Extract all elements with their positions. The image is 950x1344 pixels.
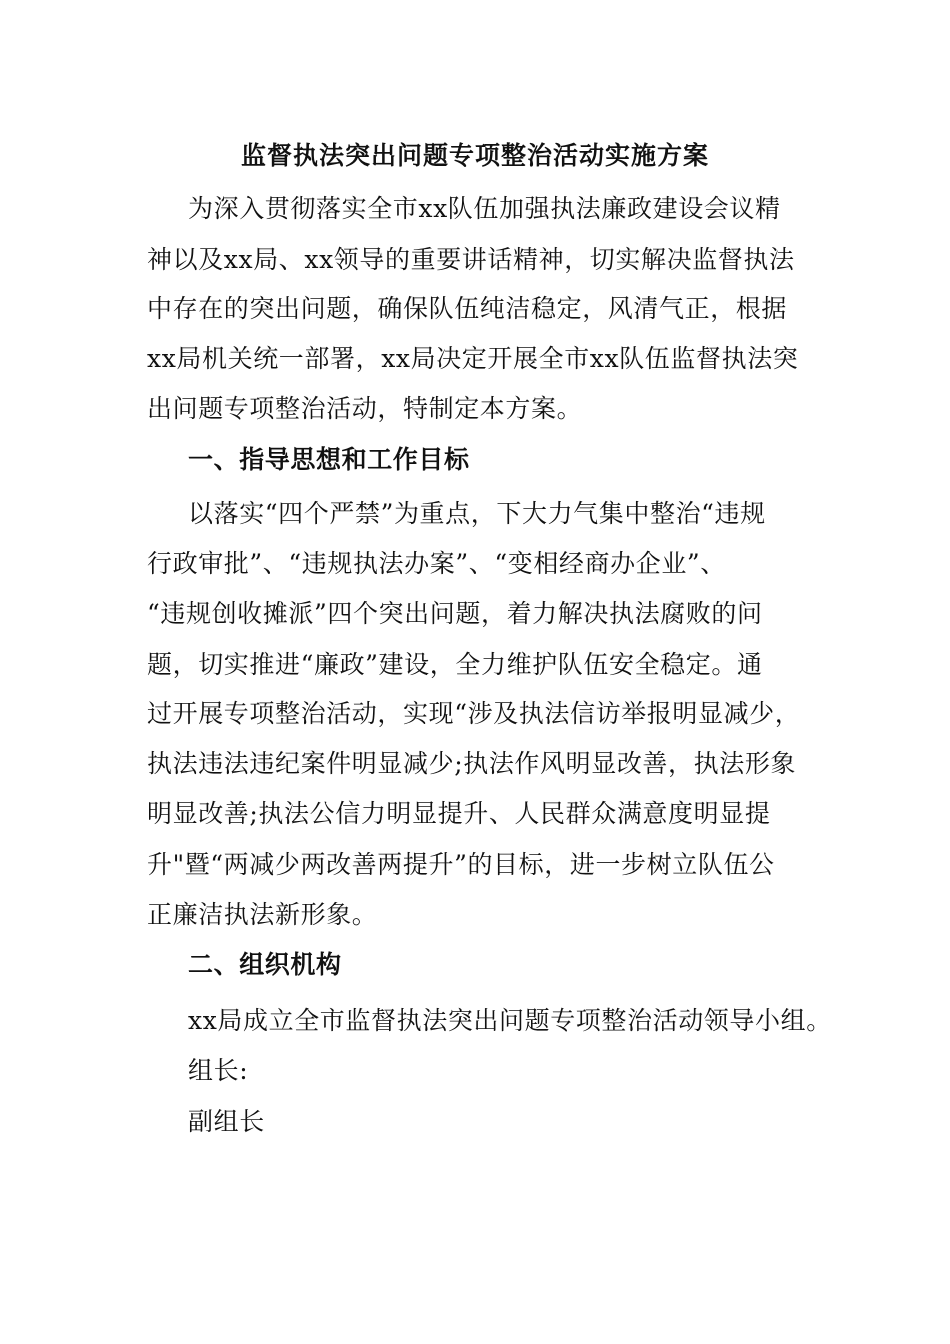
section-1-line-1: 以落实“四个严禁”为重点，下大力气集中整治“违规: [188, 499, 766, 528]
section-2-line-2: 组长:: [188, 1056, 249, 1085]
section-2-heading: 二、组织机构: [188, 950, 342, 979]
section-1-line-8: 升"暨“两减少两改善两提升”的目标，进一步树立队伍公: [147, 850, 775, 879]
section-1-line-3: “违规创收摊派”四个突出问题，着力解决执法腐败的问: [147, 599, 763, 628]
intro-line-4: xx局机关统一部署，xx局决定开展全市xx队伍监督执法突: [147, 344, 799, 373]
section-1-line-6: 执法违法违纪案件明显减少;执法作风明显改善，执法形象: [147, 749, 797, 778]
section-1-line-4: 题，切实推进“廉政”建设，全力维护队伍安全稳定。通: [147, 650, 763, 679]
section-1-heading: 一、指导思想和工作目标: [188, 445, 470, 474]
section-1-line-7: 明显改善;执法公信力明显提升、人民群众满意度明显提: [147, 799, 771, 828]
section-1-line-5: 过开展专项整治活动，实现“涉及执法信访举报明显减少，: [147, 699, 801, 728]
section-2-line-1: xx局成立全市监督执法突出问题专项整治活动领导小组。: [188, 1006, 832, 1035]
intro-line-1: 为深入贯彻落实全市xx队伍加强执法廉政建设会议精: [188, 194, 781, 223]
intro-line-5: 出问题专项整治活动，特制定本方案。: [147, 394, 583, 423]
section-1-line-2: 行政审批”、“违规执法办案”、“变相经商办企业”、: [147, 549, 726, 578]
intro-line-3: 中存在的突出问题，确保队伍纯洁稳定，风清气正，根据: [147, 294, 788, 323]
intro-line-2: 神以及xx局、xx领导的重要讲话精神，切实解决监督执法: [147, 245, 795, 274]
section-2-line-3: 副组长: [188, 1107, 265, 1136]
section-1-line-9: 正廉洁执法新形象。: [147, 900, 378, 929]
document-title: 监督执法突出问题专项整治活动实施方案: [240, 141, 709, 170]
